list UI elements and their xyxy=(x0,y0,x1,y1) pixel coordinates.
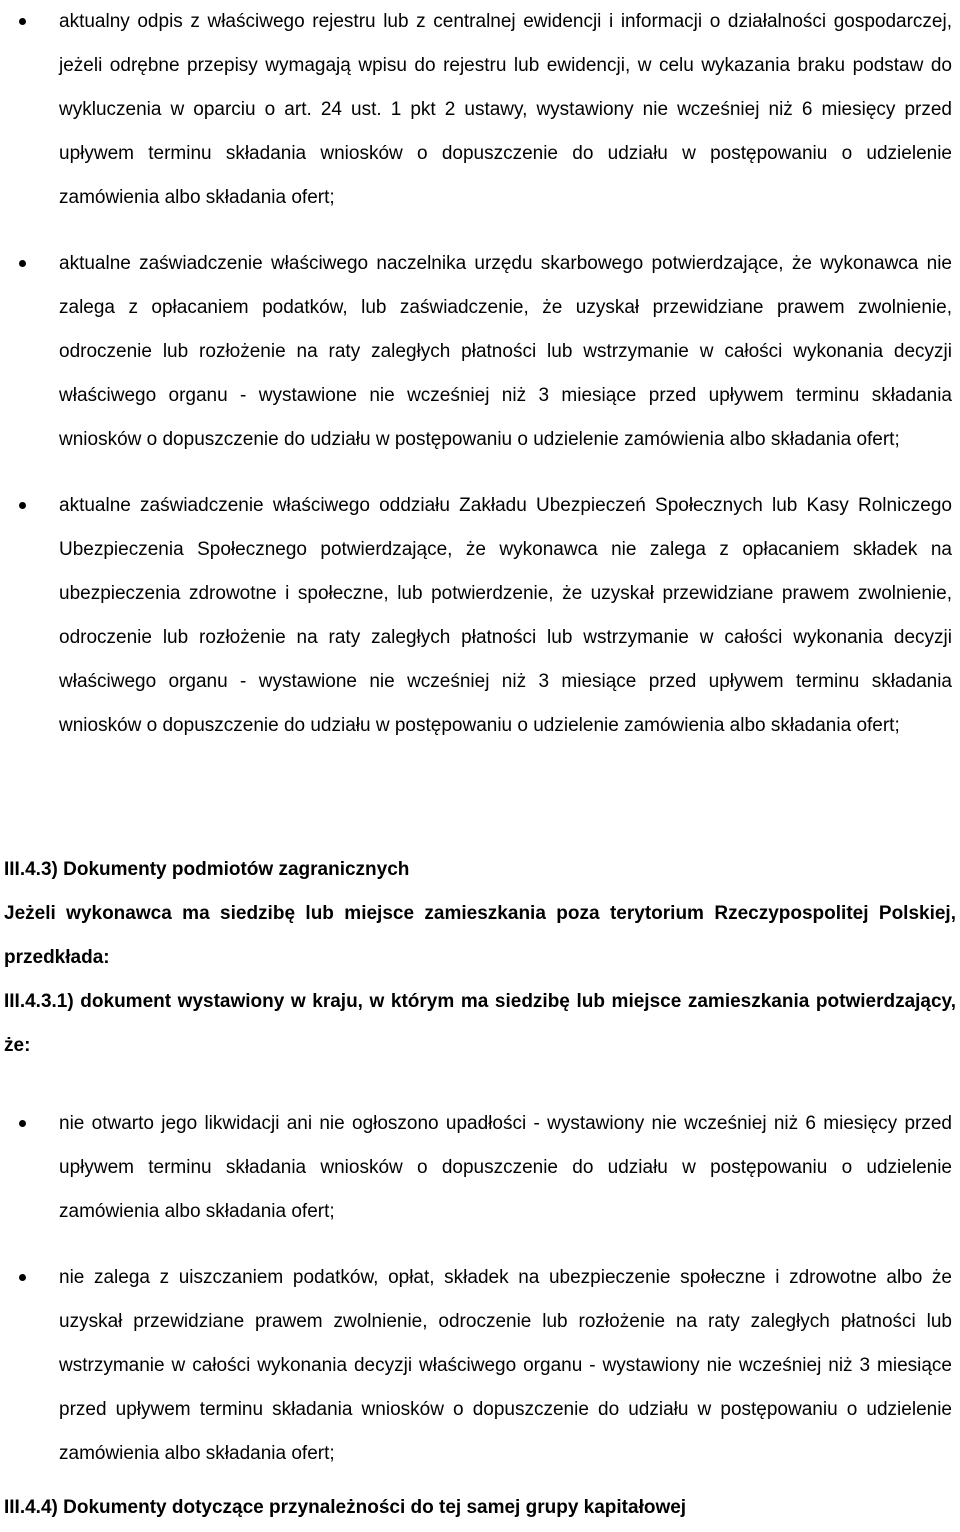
bullet-icon xyxy=(19,502,26,509)
bullet-icon xyxy=(19,260,26,267)
list-item xyxy=(0,1102,960,1234)
section-heading-3431: III.4.3.1) dokument wystawiony w kraju, w którym ma siedzibę lub miejsce zamieszkania potwierdzający, że: xyxy=(4,991,956,1056)
bullet-icon xyxy=(19,18,26,25)
section-heading-344: III.4.4) Dokumenty dotyczące przynależności do tej samej grupy kapitałowej xyxy=(4,1497,687,1518)
bullet-icon xyxy=(19,1120,26,1127)
bullet-list-top xyxy=(0,0,960,748)
list-item-text: nie otwarto jego likwidacji ani nie ogłoszono upadłości - wystawiony nie wcześniej niż 6 miesięcy przed upływem terminu składania wniosków o dopuszczenie do udziału w postępowaniu o udzielenie zamówienia albo składania ofert; xyxy=(59,1113,952,1222)
list-item xyxy=(0,1256,960,1476)
list-item xyxy=(0,0,960,220)
foreign-contractor-heading: Jeżeli wykonawca ma siedzibę lub miejsce zamieszkania poza terytorium Rzeczypospolitej Polskiej, przedkłada: xyxy=(4,903,956,968)
bullet-list-bottom xyxy=(0,1102,960,1476)
bullet-icon xyxy=(19,1274,26,1281)
list-item-text: aktualne zaświadczenie właściwego oddziału Zakładu Ubezpieczeń Społecznych lub Kasy Rolniczego Ubezpieczenia Społecznego potwierdzające, że wykonawca nie zalega z opłacaniem składek na ubezpieczenia zdrowotne i społeczne, lub potwierdzenie, że uzyskał przewidziane prawem zwolnienie, odroczenie lub rozłożenie na raty zaległych płatności lub wstrzymanie w całości wykonania decyzji właściwego organu - wystawione nie wcześniej niż 3 miesiące przed upływem terminu składania wniosków o dopuszczenie do udziału w postępowaniu o udzielenie zamówienia albo składania ofert; xyxy=(59,495,952,736)
list-item-text: aktualny odpis z właściwego rejestru lub z centralnej ewidencji i informacji o działalności gospodarczej, jeżeli odrębne przepisy wymagają wpisu do rejestru lub ewidencji, w celu wykazania braku podstaw do wykluczenia w oparciu o art. 24 ust. 1 pkt 2 ustawy, wystawiony nie wcześniej niż 6 miesięcy przed upływem terminu składania wniosków o dopuszczenie do udziału w postępowaniu o udzielenie zamówienia albo składania ofert; xyxy=(59,11,952,208)
list-item-text: nie zalega z uiszczaniem podatków, opłat, składek na ubezpieczenie społeczne i zdrowotne albo że uzyskał przewidziane prawem zwolnienie, odroczenie lub rozłożenie na raty zaległych płatności lub wstrzymanie w całości wykonania decyzji właściwego organu - wystawiony nie wcześniej niż 3 miesiące przed upływem terminu składania wniosków o dopuszczenie do udziału w postępowaniu o udzielenie zamówienia albo składania ofert; xyxy=(59,1267,952,1464)
list-item xyxy=(0,484,960,748)
section-heading-343: III.4.3) Dokumenty podmiotów zagranicznych xyxy=(4,859,410,880)
list-item xyxy=(0,242,960,462)
list-item-text: aktualne zaświadczenie właściwego naczelnika urzędu skarbowego potwierdzające, że wykonawca nie zalega z opłacaniem podatków, lub zaświadczenie, że uzyskał przewidziane prawem zwolnienie, odroczenie lub rozłożenie na raty zaległych płatności lub wstrzymanie w całości wykonania decyzji właściwego organu - wystawione nie wcześniej niż 3 miesiące przed upływem terminu składania wniosków o dopuszczenie do udziału w postępowaniu o udzielenie zamówienia albo składania ofert; xyxy=(59,253,952,450)
